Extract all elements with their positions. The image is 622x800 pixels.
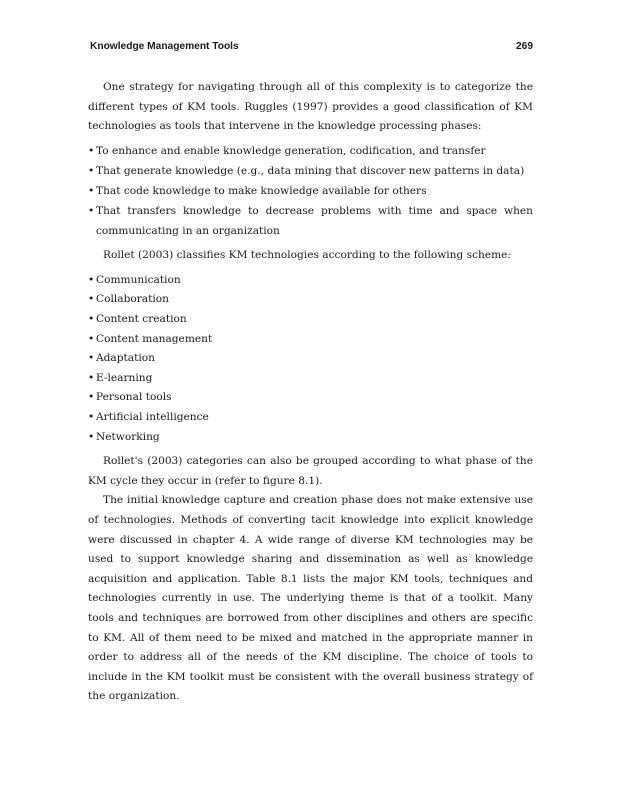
rollet-list xyxy=(88,271,533,447)
paragraph-rollet: Rollet (2003) classifies KM technologies according to the following scheme: xyxy=(103,249,511,262)
list-item: • Networking xyxy=(88,428,533,448)
page-number: 269 xyxy=(516,41,533,52)
list-item: • Collaboration xyxy=(88,290,533,310)
running-header xyxy=(90,41,533,57)
body-text xyxy=(88,78,533,712)
list-item: • Communication xyxy=(88,271,533,291)
list-item: • Artificial intelligence xyxy=(88,408,533,428)
list-item: • Content creation xyxy=(88,310,533,330)
paragraph-toolkit: The initial knowledge capture and creation phase does not make extensive use of technologies. Methods of converting tacit knowledge into explicit knowledge were discussed in chapter 4. A wide range of diverse KM technologies may be used to support knowledge sharing and dissemination as well as knowledge acquisition and application. Table 8.1 lists the major KM tools, techniques and technologies currently in use. The underlying theme is that of a toolkit. Many tools and techniques are borrowed from other disciplines and others are specific to KM. All of them need to be mixed and matched in the appropriate manner in order to address all of the needs of the KM discipline. The choice of tools to include in the KM toolkit must be consistent with the overall business strategy of the organization. xyxy=(88,494,533,703)
list-item: • E-learning xyxy=(88,369,533,389)
paragraph-intro: One strategy for navigating through all of this complexity is to categorize the different types of KM tools. Ruggles (1997) provides a good classification of KM technologies as tools that intervene in the knowledge processing phases: xyxy=(88,81,533,133)
running-title: Knowledge Management Tools xyxy=(90,41,239,52)
list-item: • That generate knowledge (e.g., data mining that discover new patterns in data) xyxy=(88,162,533,182)
ruggles-list xyxy=(88,142,533,241)
list-item: • Adaptation xyxy=(88,349,533,369)
paragraph-categories: Rollet's (2003) categories can also be grouped according to what phase of the KM cycle they occur in (refer to figure 8.1). xyxy=(88,455,533,487)
list-item: • Content management xyxy=(88,330,533,350)
list-item: • That code knowledge to make knowledge available for others xyxy=(88,182,533,202)
list-item: • To enhance and enable knowledge generation, codification, and transfer xyxy=(88,142,533,162)
list-item: • Personal tools xyxy=(88,388,533,408)
list-item: • That transfers knowledge to decrease problems with time and space when communicating in an organization xyxy=(88,202,533,241)
